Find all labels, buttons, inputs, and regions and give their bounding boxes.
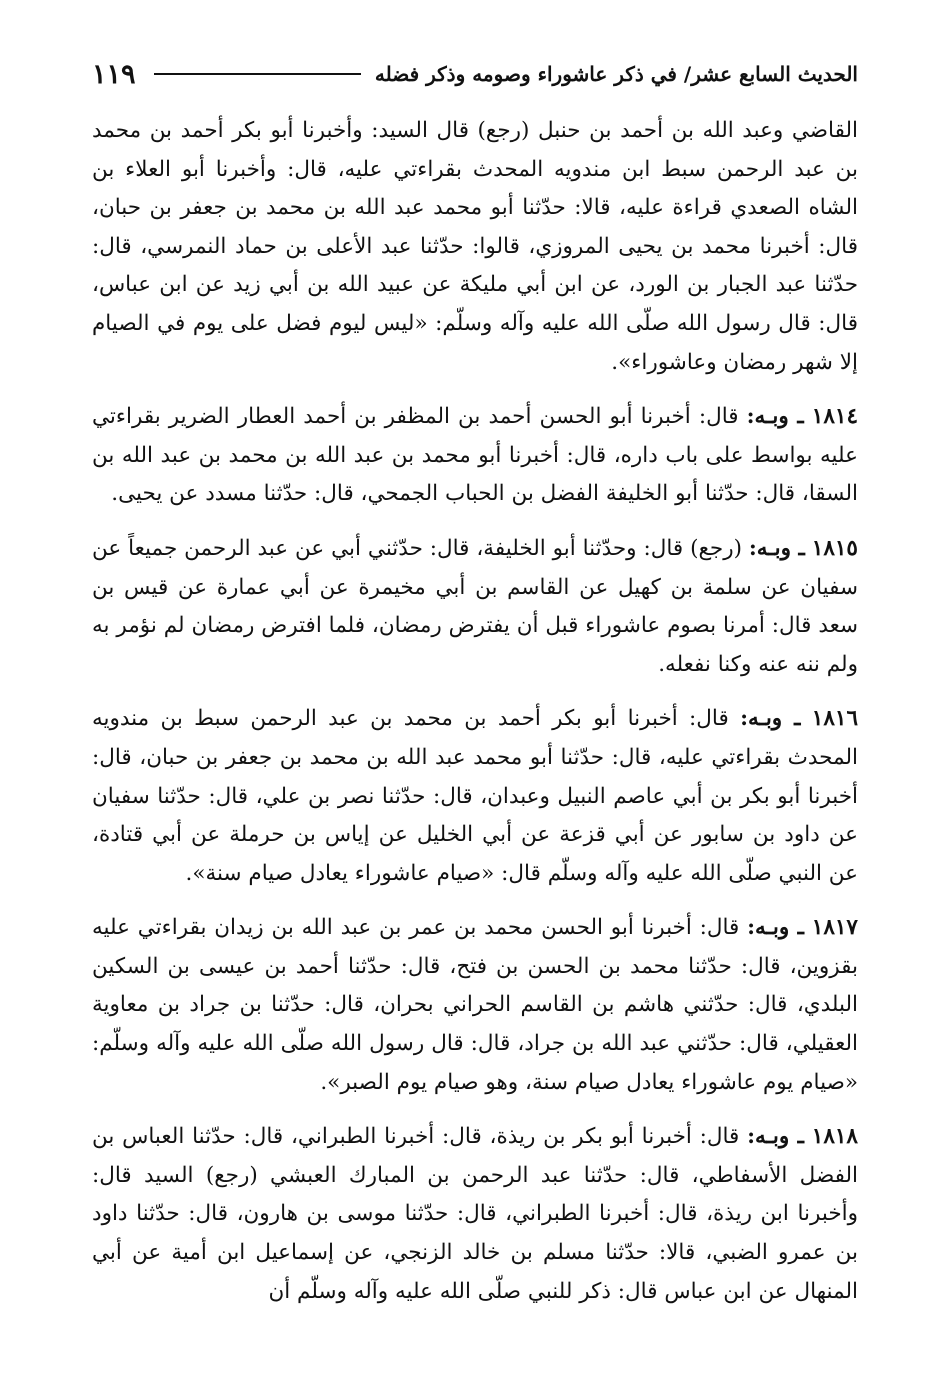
hadith-lead: ـ وبـه: [747,1124,804,1150]
paragraph [92,112,858,382]
hadith-lead: ـ وبـه: [747,915,804,941]
paragraph-text: قال: أخبرنا أبو الحسن أحمد بن المظفر بن أحمد العطار الضرير بقراءتي عليه بواسط على باب داره، قال: أخبرنا أبو محمد بن عبد الله بن محمد بن عبد الله بن السقا، قال: حدّثنا أبو الخليفة الفضل بن الحباب الجمحي، قال: حدّثنا مسدد عن يحيى. [92,404,858,507]
hadith-paragraph [92,909,858,1102]
hadith-number: ١٨١٥ [811,535,858,561]
paragraph-text: قال: أخبرنا أبو بكر بن ريذة، قال: أخبرنا الطبراني، قال: حدّثنا العباس بن الفضل الأسفاطي، قال: حدّثنا عبد الرحمن بن المبارك العبشي (رجع) السيد قال: وأخبرنا ابن ريذة، قال: أخبرنا الطبراني، قال: حدّثنا موسى بن هارون، قال: حدّثنا داود بن عمرو الضبي، قالا: حدّثنا مسلم بن خالد الزنجي، عن إسماعيل ابن أمية عن أبي المنهال عن ابن عباس قال: ذكر للنبي صلّى الله عليه وآله وسلّم أن [92,1124,858,1304]
hadith-paragraph [92,700,858,893]
hadith-number: ١٨١٧ [811,915,858,941]
running-header [92,54,858,94]
hadith-number: ١٨١٤ [811,404,858,430]
text-body [92,112,858,1311]
paragraph-text: (رجع) قال: وحدّثنا أبو الخليفة، قال: حدّثني أبي عن عبد الرحمن جميعاً عن سفيان عن سلمة بن كهيل عن القاسم بن أبي مخيمرة عن أبي عمارة عن قيس بن سعد قال: أمرنا بصوم عاشوراء قبل أن يفترض رمضان، فلما افترض رمضان لم نؤمر به ولم ننه عنه وكنا نفعله. [92,535,858,677]
hadith-paragraph [92,1118,858,1311]
page-number: ١١٩ [92,58,136,90]
hadith-paragraph [92,398,858,514]
paragraph-text: قال: أخبرنا أبو الحسن محمد بن عمر بن عبد الله بن زيدان بقراءتي عليه بقزوين، قال: حدّثنا محمد بن الحسن بن فتح، قال: حدّثنا أحمد بن عيسى بن السكين البلدي، قال: حدّثني هاشم بن القاسم الحراني بحران، قال: حدّثنا بن جراد بن معاوية العقيلي، قال: حدّثني عبد الله بن جراد، قال: قال رسول الله صلّى الله عليه وآله وسلّم: «صيام يوم عاشوراء يعادل صيام سنة، وهو صيام يوم الصبر». [92,915,858,1095]
paragraph-text: القاضي وعبد الله بن أحمد بن حنبل (رجع) قال السيد: وأخبرنا أبو بكر أحمد بن محمد بن عبد الرحمن سبط ابن مندويه المحدث بقراءتي عليه، قال: وأخبرنا أبو العلاء بن الشاه الصعدي قراءة عليه، قالا: حدّثنا أبو محمد عبد الله بن محمد بن جعفر بن حبان، قال: أخبرنا محمد بن يحيى المروزي، قالوا: حدّثنا عبد الأعلى بن حماد النمرسي، قال: حدّثنا عبد الجبار بن الورد، عن ابن أبي مليكة عن عبيد الله بن أبي زيد عن ابن عباس، قال: قال رسول الله صلّى الله عليه وآله وسلّم: «ليس ليوم فضل على يوم في الصيام إلا شهر رمضان وعاشوراء». [92,118,858,375]
hadith-lead: ـ وبـه: [746,404,804,430]
header-divider [154,73,361,75]
header-title: الحديث السابع عشر/ في ذكر عاشوراء وصومه وذكر فضله [374,62,858,86]
hadith-number: ١٨١٨ [811,1124,858,1150]
paragraph-text: قال: أخبرنا أبو بكر أحمد بن محمد بن عبد الرحمن سبط بن مندويه المحدث بقراءتي عليه، قال: حدّثنا أبو محمد عبد الله بن محمد بن جعفر بن حبان، قال: أخبرنا أبو بكر بن أبي عاصم النبيل وعبدان، قال: حدّثنا نصر بن علي، قال: حدّثنا سفيان عن داود بن سابور عن أبي قزعة عن أبي الخليل عن إياس بن حرملة عن أبي قتادة، عن النبي صلّى الله عليه وآله وسلّم قال: «صيام عاشوراء يعادل صيام سنة». [92,706,858,886]
hadith-number: ١٨١٦ [811,706,858,732]
hadith-paragraph [92,530,858,684]
hadith-lead: ـ وبـه: [740,706,801,732]
hadith-lead: ـ وبـه: [748,535,805,561]
